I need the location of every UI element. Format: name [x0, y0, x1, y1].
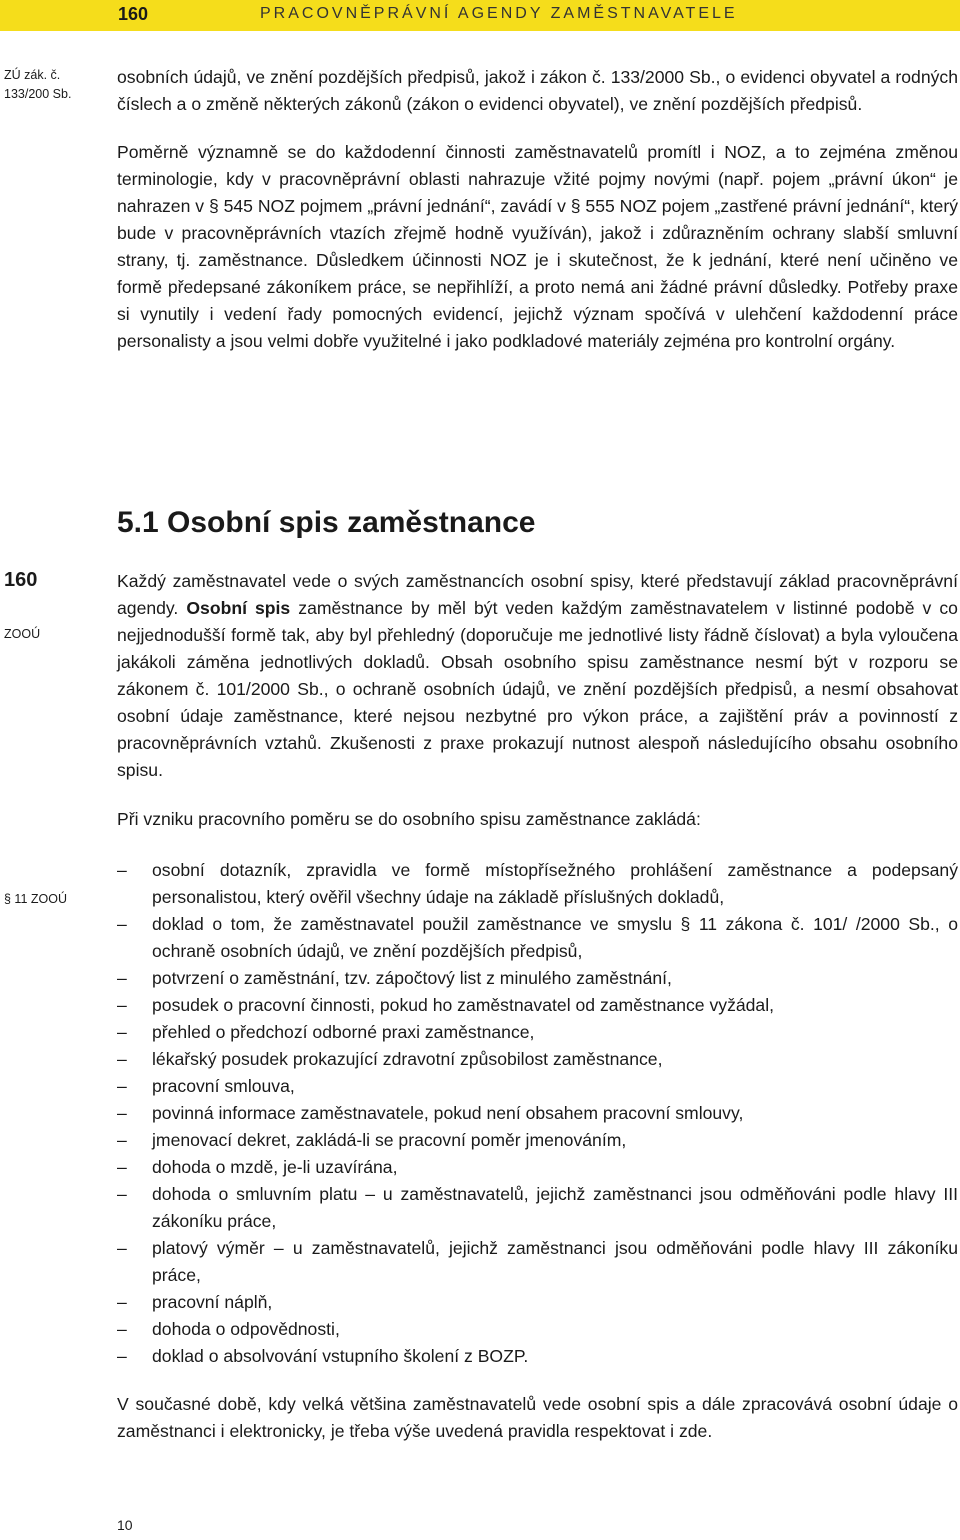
list-dash: – [117, 1022, 127, 1042]
list-dash: – [117, 1049, 127, 1069]
list-item [117, 1181, 958, 1235]
list-item [117, 965, 958, 992]
osobni-spis-list [117, 857, 958, 1370]
list-item-text: dohoda o smluvním platu – u zaměstnavatelů, jejichž zaměstnanci jsou odměňováni podle hlavy III zákoníku práce, [152, 1184, 958, 1231]
list-item-text: pracovní náplň, [152, 1292, 273, 1312]
section-paragraph-1 [117, 568, 958, 784]
margin-note-160: 160 [4, 569, 38, 591]
intro-paragraph-1: osobních údajů, ve znění pozdějších předpisů, jakož i zákon č. 133/2000 Sb., o evidenci obyvatel a rodných číslech a o změně některých zákonů (zákon o evidenci obyvatel), ve znění pozdějších předpisů. [117, 67, 958, 114]
list-item-text: jmenovací dekret, zakládá-li se pracovní poměr jmenováním, [152, 1130, 627, 1150]
list-dash: – [117, 914, 127, 934]
list-item-text: dohoda o mzdě, je-li uzavírána, [152, 1157, 398, 1177]
list-item-text: pracovní smlouva, [152, 1076, 295, 1096]
list-item [117, 1046, 958, 1073]
intro-paragraph-2: Poměrně významně se do každodenní činnosti zaměstnavatelů promítl i NOZ, a to zejména změnou terminologie, kdy v pracovněprávní oblasti nahrazuje vžité pojmy novými (např. pojem „právní úkon“ je nahrazen v § 545 NOZ pojmem „právní jednání“, zavádí v § 555 NOZ pojem „zastřené právní jednání“, který bude v pracovněprávních vtazích zřejmě hodně využíván), jakož i zdůrazněním ochrany slabší smluvní strany, tj. zaměstnance. Důsledkem účinnosti NOZ je i skutečnost, že k jednání, které není učiněno ve formě předepsané zákoníkem práce, se nepřihlíží, a proto nemá ani žádné právní důsledky. Potřeby praxe si vynutily i vedení řady pomocných evidencí, jejichž význam spočívá v ulehčení každodenní práce personalisty a jsou velmi dobře využitelné i jako podkladové materiály zejména pro kontrolní orgány. [117, 142, 958, 351]
list-item [117, 1289, 958, 1316]
list-dash: – [117, 1319, 127, 1339]
closing-paragraph: V současné době, kdy velká většina zaměstnavatelů vede osobní spis a dále zpracovává osobní údaje o zaměstnanci i elektronicky, je třeba výše uvedená pravidla respektovat i zde. [117, 1394, 958, 1441]
list-dash: – [117, 1292, 127, 1312]
header-bar [0, 0, 960, 31]
margin-note-zu-line2: 133/200 Sb. [4, 87, 72, 101]
margin-note-section-11: § 11 ZOOÚ [4, 892, 67, 906]
list-item [117, 911, 958, 965]
list-item [117, 1019, 958, 1046]
list-item-text: platový výměr – u zaměstnavatelů, jejichž zaměstnanci jsou odměňováni podle hlavy III zákoníku práce, [152, 1238, 958, 1285]
list-dash: – [117, 1157, 127, 1177]
list-dash: – [117, 1103, 127, 1123]
list-item-text: osobní dotazník, zpravidla ve formě místopřísežného prohlášení zaměstnance a podepsaný personalistou, který ověřil všechny údaje na základě příslušných dokladů, [152, 860, 958, 907]
margin-note-zu [4, 66, 71, 104]
list-item [117, 1073, 958, 1100]
list-item [117, 992, 958, 1019]
running-title: PRACOVNĚPRÁVNÍ AGENDY ZAMĚSTNAVATELE [260, 5, 738, 22]
header-page-number: 160 [118, 4, 149, 24]
list-item [117, 1100, 958, 1127]
list-item-text: přehled o předchozí odborné praxi zaměstnance, [152, 1022, 535, 1042]
list-item [117, 1235, 958, 1289]
list-item [117, 1316, 958, 1343]
margin-note-zoou: ZOOÚ [4, 627, 41, 641]
list-dash: – [117, 995, 127, 1015]
section-paragraph-2: Při vzniku pracovního poměru se do osobního spisu zaměstnance zakládá: [117, 809, 701, 829]
list-item [117, 857, 958, 911]
section-paragraph-1-rest: zaměstnance by měl být veden každým zaměstnavatelem v listinné podobě v co nejjednodušší formě tak, aby byl přehledný (doporučuje me jednotlivé listy řádně číslovat) a byla vyloučena jakákoli záměna jednotlivých dokladů. Obsah osobního spisu zaměstnance nesmí být v rozporu se zákonem č. 101/2000 Sb., o ochraně osobních údajů, ve znění pozdějších předpisů, a nesmí obsahovat osobní údaje zaměstnance, které nejsou nezbytné pro výkon práce, a zajištění práv a povinností z pracovněprávních vztahů. Zkušenosti z praxe prokazují nutnost alespoň následujícího obsahu osobního spisu. [117, 598, 958, 780]
section-text [117, 568, 958, 833]
footer-page-number: 10 [117, 1517, 133, 1533]
list-item-text: doklad o tom, že zaměstnavatel použil zaměstnance ve smyslu § 11 zákona č. 101/ /2000 Sb., o ochraně osobních údajů, ve znění pozdějších předpisů, [152, 914, 958, 961]
list-dash: – [117, 1130, 127, 1150]
list-dash: – [117, 860, 127, 880]
list-item-text: lékařský posudek prokazující zdravotní způsobilost zaměstnance, [152, 1049, 663, 1069]
section-paragraph-1-start: Každý zaměstnavatel vede o svých zaměstnancích osobní spisy, které představují základ pracovněprávní agendy. [117, 571, 958, 618]
list-dash: – [117, 1076, 127, 1096]
closing-text [117, 1391, 958, 1445]
list-dash: – [117, 1184, 127, 1204]
list-item-text: posudek o pracovní činnosti, pokud ho zaměstnavatel od zaměstnance vyžádal, [152, 995, 775, 1015]
list-item-text: povinná informace zaměstnavatele, pokud není obsahem pracovní smlouvy, [152, 1103, 744, 1123]
list-item-text: potvrzení o zaměstnání, tzv. zápočtový list z minulého zaměstnání, [152, 968, 672, 988]
list-item [117, 1154, 958, 1181]
list-item-text: doklad o absolvování vstupního školení z BOZP. [152, 1346, 529, 1366]
list-item-text: dohoda o odpovědnosti, [152, 1319, 340, 1339]
list-dash: – [117, 968, 127, 988]
list-dash: – [117, 1346, 127, 1366]
section-paragraph-1-bold: Osobní spis [186, 598, 291, 618]
list-item [117, 1127, 958, 1154]
margin-note-zu-line1: ZÚ zák. č. [4, 68, 61, 82]
list-item [117, 1343, 958, 1370]
list-dash: – [117, 1238, 127, 1258]
intro-text [117, 64, 958, 355]
section-heading: 5.1 Osobní spis zaměstnance [117, 506, 536, 539]
